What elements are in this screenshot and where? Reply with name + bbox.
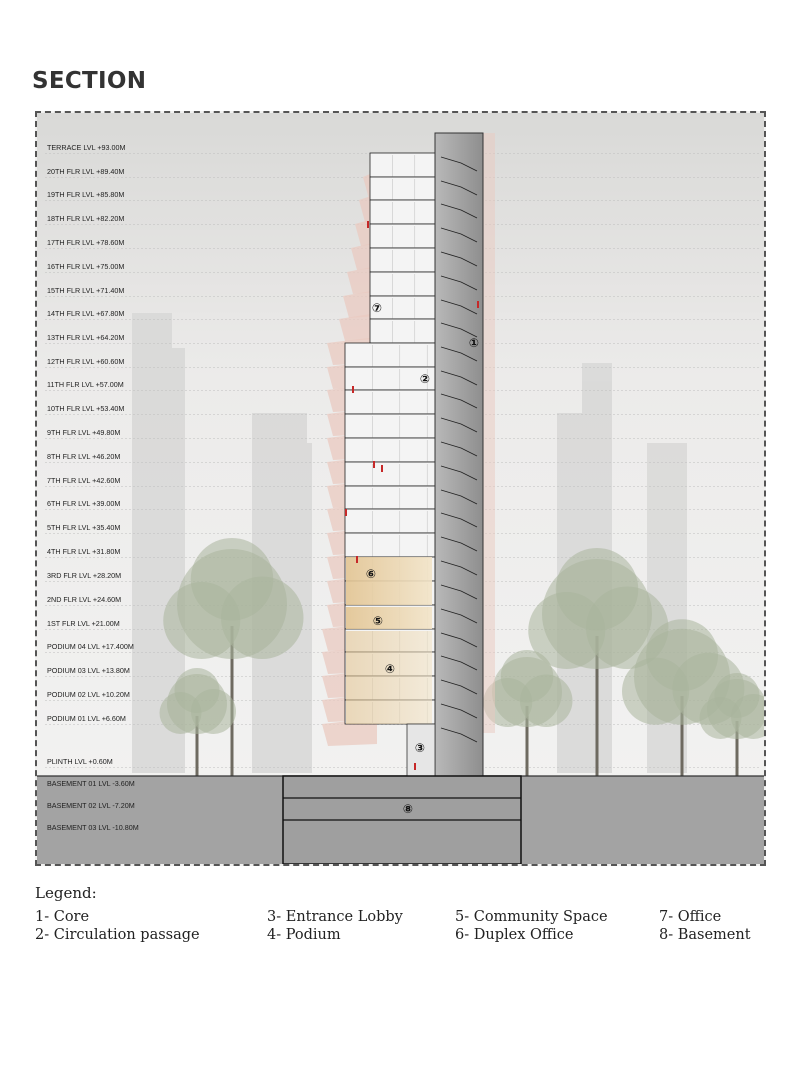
level-label: BASEMENT 01 LVL -3.60M — [47, 779, 135, 788]
level-label: BASEMENT 02 LVL -7.20M — [47, 801, 135, 810]
zone-marker: ③ — [414, 741, 426, 755]
level-label: 10TH FLR LVL +53.40M — [47, 404, 125, 413]
zone-marker: ⑤ — [372, 614, 384, 628]
level-label: 16TH FLR LVL +75.00M — [47, 262, 125, 271]
level-label: 11TH FLR LVL +57.00M — [47, 380, 124, 389]
level-label: BASEMENT 03 LVL -10.80M — [47, 823, 139, 832]
level-label: 12TH FLR LVL +60.60M — [47, 357, 125, 366]
level-label: TERRACE LVL +93.00M — [47, 143, 126, 152]
level-label: 19TH FLR LVL +85.80M — [47, 190, 125, 199]
section-title: SECTION — [32, 68, 147, 94]
level-label: PODIUM 01 LVL +6.60M — [47, 714, 126, 723]
tree-canopy — [646, 619, 718, 691]
legend-item: 7- Office — [659, 909, 722, 925]
human-figure — [381, 465, 383, 472]
level-label: 5TH FLR LVL +35.40M — [47, 523, 121, 532]
tree-canopy — [556, 548, 639, 631]
zone-marker: ② — [419, 372, 431, 386]
level-label: 2ND FLR LVL +24.60M — [47, 595, 122, 604]
zone-marker: ⑥ — [365, 567, 377, 581]
podium-zone — [346, 631, 432, 724]
level-label: 6TH FLR LVL +39.00M — [47, 499, 121, 508]
tree-canopy — [501, 650, 554, 703]
legend-item: 4- Podium — [267, 927, 341, 943]
tree-canopy — [191, 538, 274, 621]
tree-canopy — [715, 673, 760, 718]
zone-marker: ⑦ — [371, 301, 383, 315]
legend-item: 8- Basement — [659, 927, 751, 943]
human-figure — [373, 461, 375, 468]
human-figure — [345, 509, 347, 516]
human-figure — [414, 763, 416, 770]
facade-strip-right — [483, 133, 495, 733]
level-label: 15TH FLR LVL +71.40M — [47, 286, 125, 295]
level-label: 14TH FLR LVL +67.80M — [47, 309, 125, 318]
level-label: 3RD FLR LVL +28.20M — [47, 571, 122, 580]
level-label: PLINTH LVL +0.60M — [47, 757, 113, 766]
legend-item: 1- Core — [35, 909, 90, 925]
human-figure — [356, 556, 358, 563]
level-label: 13TH FLR LVL +64.20M — [47, 333, 125, 342]
legend-title: Legend: — [35, 884, 97, 902]
duplex-office-zone — [346, 557, 432, 605]
level-label: 9TH FLR LVL +49.80M — [47, 428, 121, 437]
level-label: 17TH FLR LVL +78.60M — [47, 238, 125, 247]
legend-item: 3- Entrance Lobby — [267, 909, 403, 925]
legend-item: 5- Community Space — [455, 909, 608, 925]
tree-canopy — [175, 668, 220, 713]
human-figure — [352, 386, 354, 393]
level-label: PODIUM 03 LVL +13.80M — [47, 666, 130, 675]
level-label: 18TH FLR LVL +82.20M — [47, 214, 125, 223]
section-svg — [37, 113, 766, 866]
level-label: 8TH FLR LVL +46.20M — [47, 452, 121, 461]
legend-item: 6- Duplex Office — [455, 927, 574, 943]
human-figure — [477, 301, 479, 308]
level-label: PODIUM 02 LVL +10.20M — [47, 690, 130, 699]
section-drawing — [35, 111, 766, 866]
level-label: 1ST FLR LVL +21.00M — [47, 619, 120, 628]
zone-marker: ① — [468, 336, 480, 350]
zone-marker: ⑧ — [402, 802, 414, 816]
level-label: 4TH FLR LVL +31.80M — [47, 547, 121, 556]
zone-marker: ④ — [384, 662, 396, 676]
community-space-zone — [346, 607, 432, 629]
level-label: 20TH FLR LVL +89.40M — [47, 167, 125, 176]
level-label: PODIUM 04 LVL +17.400M — [47, 642, 134, 651]
legend-item: 2- Circulation passage — [35, 927, 200, 943]
human-figure — [367, 221, 369, 228]
core — [435, 133, 483, 776]
level-label: 7TH FLR LVL +42.60M — [47, 476, 121, 485]
